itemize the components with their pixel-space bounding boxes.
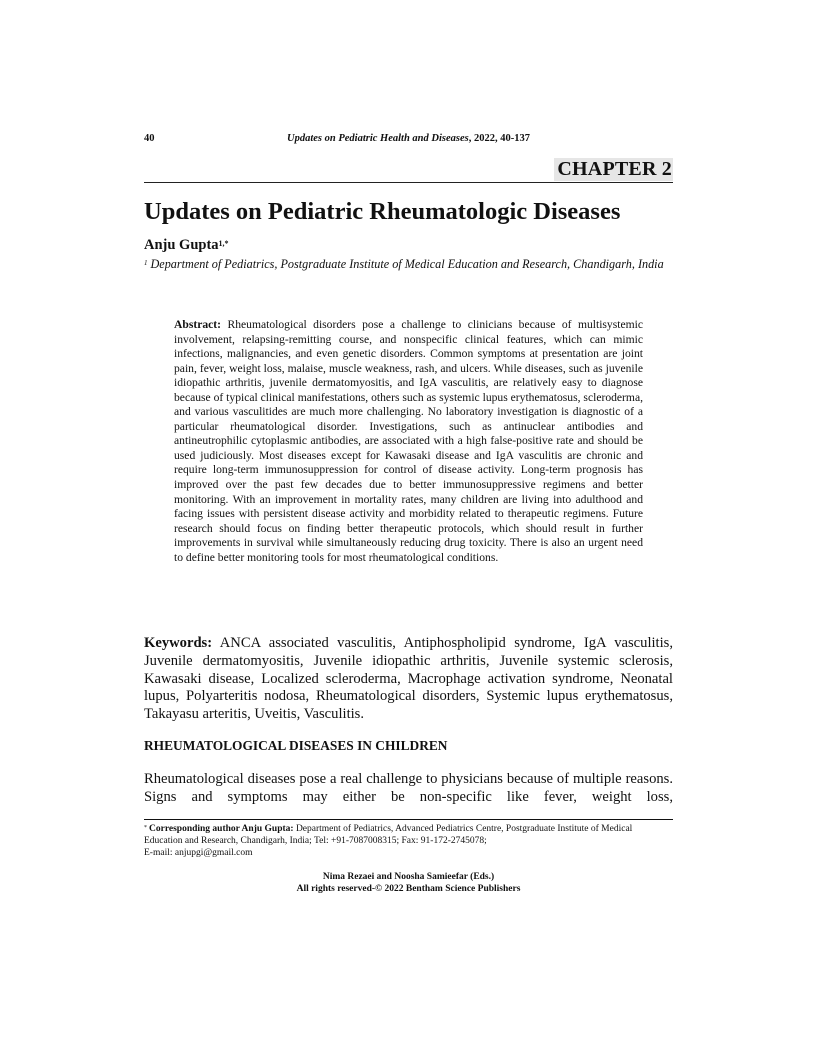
footnote-divider bbox=[144, 819, 673, 820]
body-paragraph: Rheumatological diseases pose a real challenge to physicians because of multiple reasons. Signs and symptoms may either be non-specific like fever, weight loss, bbox=[144, 771, 673, 805]
footnote-mark: * bbox=[144, 825, 147, 831]
footnote-main bbox=[144, 823, 673, 847]
footnote-text: Department of Pediatrics, Advanced Pediatrics Centre, Postgraduate Institute of Medical Education and Research, Chandigarh, India; Tel: +91-7087008315; Fax: 91-172-2745078; bbox=[144, 824, 633, 846]
publisher-info bbox=[144, 871, 673, 895]
editors: Nima Rezaei and Noosha Samieefar (Eds.) bbox=[322, 872, 495, 882]
keywords-label: Keywords: bbox=[144, 635, 213, 651]
footnote-email: E-mail: anjupgi@gmail.com bbox=[144, 848, 253, 858]
author-name: Anju Gupta bbox=[144, 237, 219, 253]
chapter-banner bbox=[144, 158, 673, 183]
footnote-label: Corresponding author Anju Gupta: bbox=[149, 824, 294, 834]
abstract-label: Abstract: bbox=[174, 318, 222, 331]
abstract-text: Rheumatological disorders pose a challenge to clinicians because of multisystemic involvement, relapsing-remitting course, and nonspecific clinical features, which can mimic infections, malignancies, and even genetic disorders. Common symptoms at presentation are joint pain, fever, weight loss, malaise, muscle weakness, rash, and ulcers. While diseases, such as juvenile idiopathic arthritis, juvenile dermatomyositis, and IgA vasculitis, are relatively easy to diagnose because of typical clinical manifestations, others such as systemic lupus erythematosus, scleroderma, and various vasculitides are much more challenging. No laboratory investigation is diagnostic of a particular rheumatological disorder. Investigations, such as antinuclear antibodies and antineutrophilic cytoplasmic antibodies, are associated with a high false-positive rate and should be used judiciously. Most diseases except for Kawasaki disease and IgA vasculitis are chronic and require long-term immunosuppression for control of disease activity. Long-term prognosis has improved over the past few decades due to better immunosuppressive regimens and better monitoring. With an improvement in mortality rates, many children are living into adulthood and facing issues with persistent disease activity and morbidity related to therapeutic regimens. Future research should focus on finding better therapeutic protocols, which should result in further improvements in survival while simultaneously reducing drug toxicity. There is also an urgent need to define better monitoring tools for most rheumatological conditions. bbox=[174, 318, 643, 564]
running-header bbox=[144, 133, 673, 147]
chapter-label: CHAPTER 2 bbox=[554, 158, 673, 181]
abstract bbox=[174, 318, 643, 565]
keywords-text: ANCA associated vasculitis, Antiphospholipid syndrome, IgA vasculitis, Juvenile dermatomyositis, Juvenile idiopathic arthritis, Juvenile systemic sclerosis, Kawasaki disease, Localized scleroderma, Macrophage activation syndrome, Neonatal lupus, Polyarteritis nodosa, Rheumatological disorders, Systemic lupus erythematosus, Takayasu arteritis, Uveitis, Vasculitis. bbox=[144, 635, 673, 723]
section-heading: RHEUMATOLOGICAL DISEASES IN CHILDREN bbox=[144, 738, 448, 753]
copyright: All rights reserved-© 2022 Bentham Science Publishers bbox=[296, 884, 521, 894]
journal-reference bbox=[144, 133, 673, 144]
keywords bbox=[144, 635, 673, 724]
affiliation-mark: 1 bbox=[144, 259, 148, 267]
affiliation bbox=[144, 257, 673, 272]
footnote bbox=[144, 823, 673, 859]
affiliation-text: Department of Pediatrics, Postgraduate Institute of Medical Education and Research, Chandigarh, India bbox=[150, 257, 664, 271]
journal-title: Updates on Pediatric Health and Diseases bbox=[287, 133, 469, 144]
journal-details: , 2022, 40-137 bbox=[468, 133, 530, 144]
page-number: 40 bbox=[144, 133, 155, 144]
author-marks: 1,* bbox=[218, 239, 229, 248]
author bbox=[144, 237, 229, 254]
article-title: Updates on Pediatric Rheumatologic Diseases bbox=[144, 198, 621, 225]
